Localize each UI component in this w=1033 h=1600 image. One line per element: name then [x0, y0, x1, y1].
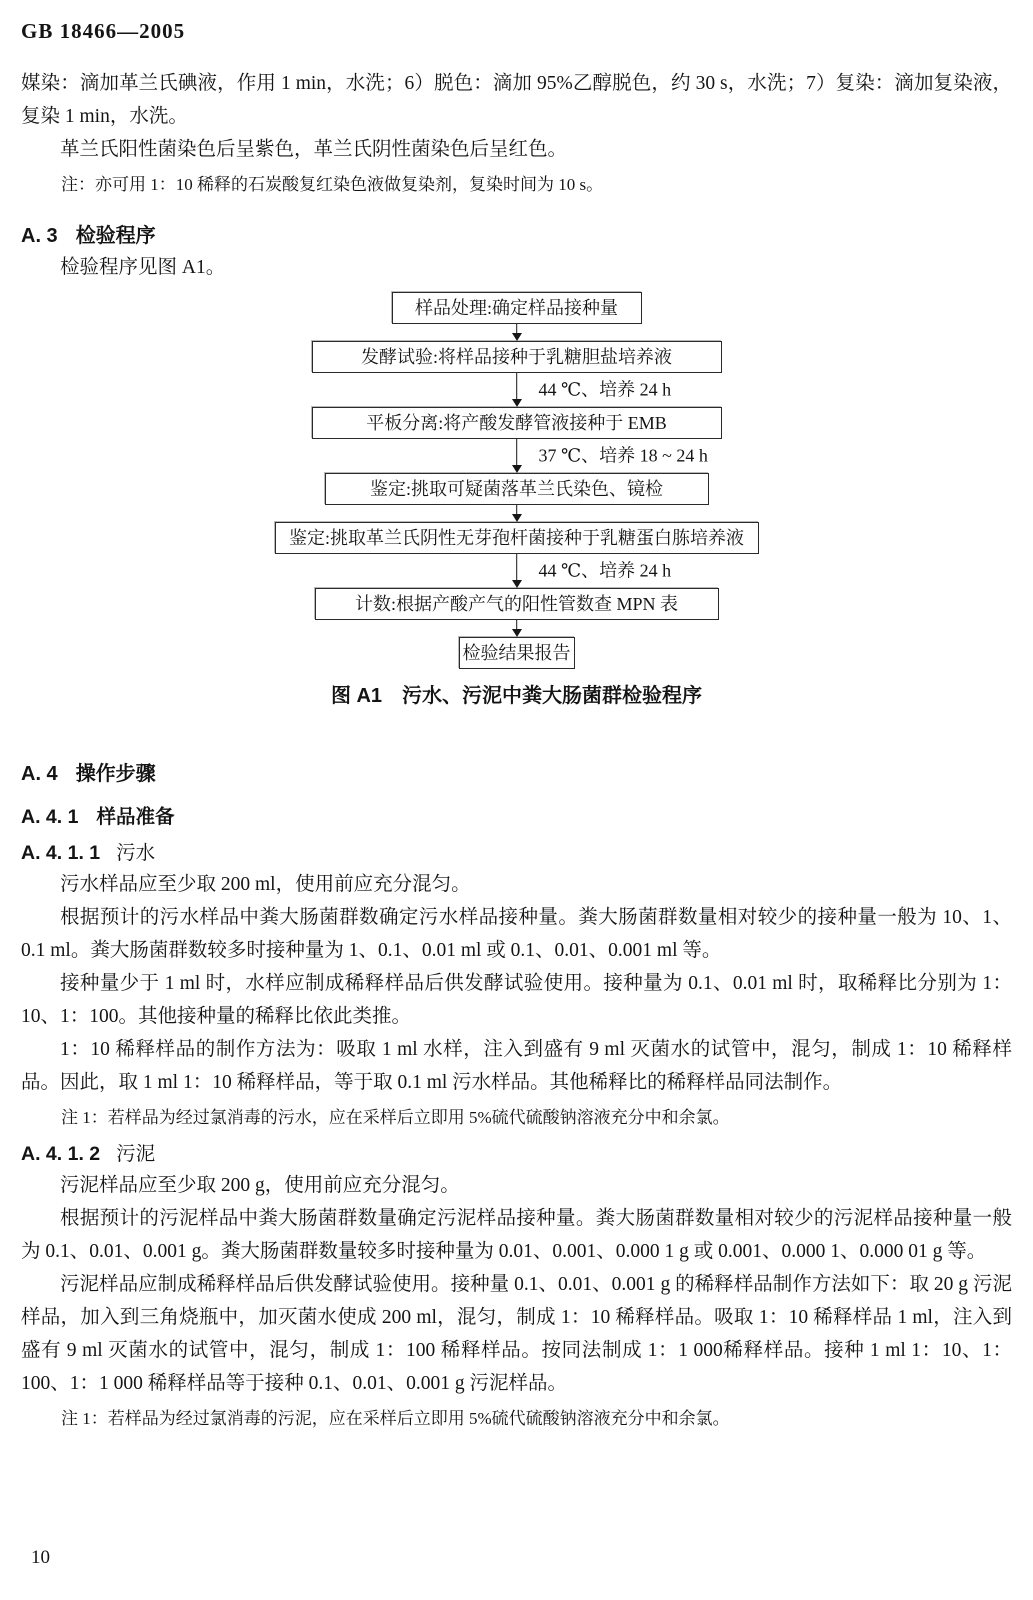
- staining-note: 注：亦可用 1：10 稀释的石炭酸复红染色液做复染剂，复染时间为 10 s。: [61, 175, 604, 194]
- a411-paragraph-4: 1：10 稀释样品的制作方法为：吸取 1 ml 水样，注入到盛有 9 ml 灭菌水的试管中，混匀，制成 1：10 稀释样品。因此，取 1 ml 1：10 稀释样品，等于取 0.1 ml 污水样品。其他稀释比的稀释样品同法制作。: [21, 1039, 1012, 1093]
- flow-step-sample-handling: 样品处理:确定样品接种量: [392, 292, 642, 324]
- clause-a412-title: 污泥: [116, 1144, 156, 1165]
- figure-a1-caption: 图 A1 污水、污泥中粪大肠菌群检验程序: [330, 685, 703, 707]
- arrow-head-icon: [512, 399, 522, 407]
- arrow-label-2: 44 ℃、培养 24 h: [538, 379, 672, 400]
- clause-a4-heading: [21, 759, 1012, 789]
- clause-a411-title: 污水: [116, 843, 156, 864]
- procedure-reference-paragraph: 检验程序见图 A1。: [60, 257, 226, 278]
- a411-note: 注 1：若样品为经过氯消毒的污水，应在采样后立即用 5%硫代硫酸钠溶液充分中和余氯。: [61, 1108, 730, 1127]
- staining-procedure-paragraph: 媒染：滴加革兰氏碘液，作用 1 min，水洗；6）脱色：滴加 95%乙醇脱色，约 30 s，水洗；7）复染：滴加复染液，复染 1 min，水洗。: [21, 73, 1012, 127]
- flow-arrow-2: [21, 373, 1012, 407]
- a412-note: 注 1：若样品为经过氯消毒的污泥，应在采样后立即用 5%硫代硫酸钠溶液充分中和余氯。: [61, 1409, 730, 1428]
- clause-a41-number: A. 4. 1: [21, 806, 79, 828]
- a412-paragraph-3: 污泥样品应制成稀释样品后供发酵试验使用。接种量 0.1、0.01、0.001 g 的稀释样品制作方法如下：取 20 g 污泥样品，加入到三角烧瓶中，加灭菌水使成 200 ml，混匀，制成 1：10 稀释样品。吸取 1：10 稀释样品 1 ml，注入到盛有 9 ml 灭菌水的试管中，混匀，制成 1：100 稀释样品。按同法制成 1：1 000稀释样品。接种 1 ml 1：10、1：100、1：1 000 稀释样品等于接种 0.1、0.01、0.001 g 污泥样品。: [21, 1274, 1012, 1394]
- standard-number-header: GB 18466—2005: [21, 19, 186, 43]
- arrow-head-icon: [512, 465, 522, 473]
- gram-stain-result-paragraph: 革兰氏阳性菌染色后呈紫色，革兰氏阴性菌染色后呈红色。: [60, 139, 568, 160]
- a412-paragraph-1: 污泥样品应至少取 200 g，使用前应充分混匀。: [60, 1175, 460, 1196]
- a411-paragraph-3: 接种量少于 1 ml 时，水样应制成稀释样品后供发酵试验使用。接种量为 0.1、0.01 ml 时，取稀释比分别为 1：10、1：100。其他接种量的稀释比依此类推。: [21, 973, 1012, 1027]
- arrow-label-5: 44 ℃、培养 24 h: [538, 560, 672, 581]
- arrow-head-icon: [512, 580, 522, 588]
- flow-step-fermentation-test: 发酵试验:将样品接种于乳糖胆盐培养液: [312, 341, 722, 373]
- clause-a3-title: 检验程序: [75, 225, 156, 247]
- clause-a3-heading: [21, 221, 1012, 251]
- flow-step-identification-inoculate: 鉴定:挑取革兰氏阴性无芽孢杆菌接种于乳糖蛋白胨培养液: [275, 522, 759, 554]
- clause-a41-heading: [21, 803, 1012, 831]
- flow-arrow-6: [21, 620, 1012, 637]
- arrow-stem: [516, 439, 518, 466]
- a411-paragraph-1: 污水样品应至少取 200 ml，使用前应充分混匀。: [60, 874, 471, 895]
- flow-arrow-5: [21, 554, 1012, 588]
- flow-step-result-report: 检验结果报告: [459, 637, 575, 669]
- a412-paragraph-2: 根据预计的污泥样品中粪大肠菌群数量确定污泥样品接种量。粪大肠菌群数量相对较少的污泥样品接种量一般为 0.1、0.01、0.001 g。粪大肠菌群数量较多时接种量为 0.01、0.001、0.000 1 g 或 0.001、0.000 1、0.000 01 g 等。: [21, 1208, 1012, 1262]
- a411-paragraph-2: 根据预计的污水样品中粪大肠菌群数确定污水样品接种量。粪大肠菌群数量相对较少的接种量一般为 10、1、0.1 ml。粪大肠菌群数较多时接种量为 1、0.1、0.01 ml 或 0.1、0.01、0.001 ml 等。: [21, 907, 1012, 961]
- arrow-stem: [516, 554, 518, 581]
- flow-step-identification-stain: 鉴定:挑取可疑菌落革兰氏染色、镜检: [325, 473, 709, 505]
- clause-a4-title: 操作步骤: [75, 763, 156, 785]
- inspection-procedure-flowchart: [21, 292, 1012, 669]
- arrow-head-icon: [512, 629, 522, 637]
- clause-a411-number: A. 4. 1. 1: [21, 842, 101, 864]
- clause-a3-number: A. 3: [21, 225, 58, 247]
- arrow-stem: [516, 373, 518, 400]
- arrow-head-icon: [512, 333, 522, 341]
- page-number: 10: [31, 1547, 50, 1568]
- arrow-head-icon: [512, 514, 522, 522]
- flow-arrow-3: [21, 439, 1012, 473]
- clause-a4-number: A. 4: [21, 763, 58, 785]
- flow-step-counting-mpn: 计数:根据产酸产气的阳性管数查 MPN 表: [315, 588, 719, 620]
- arrow-label-3: 37 ℃、培养 18 ~ 24 h: [538, 445, 708, 466]
- flow-arrow-4: [21, 505, 1012, 522]
- flow-arrow-1: [21, 324, 1012, 341]
- clause-a411-heading: [21, 839, 1012, 868]
- clause-a412-number: A. 4. 1. 2: [21, 1143, 101, 1165]
- clause-a41-title: 样品准备: [96, 806, 175, 828]
- flow-step-plate-separation: 平板分离:将产酸发酵管液接种于 EMB: [312, 407, 722, 439]
- clause-a412-heading: [21, 1140, 1012, 1169]
